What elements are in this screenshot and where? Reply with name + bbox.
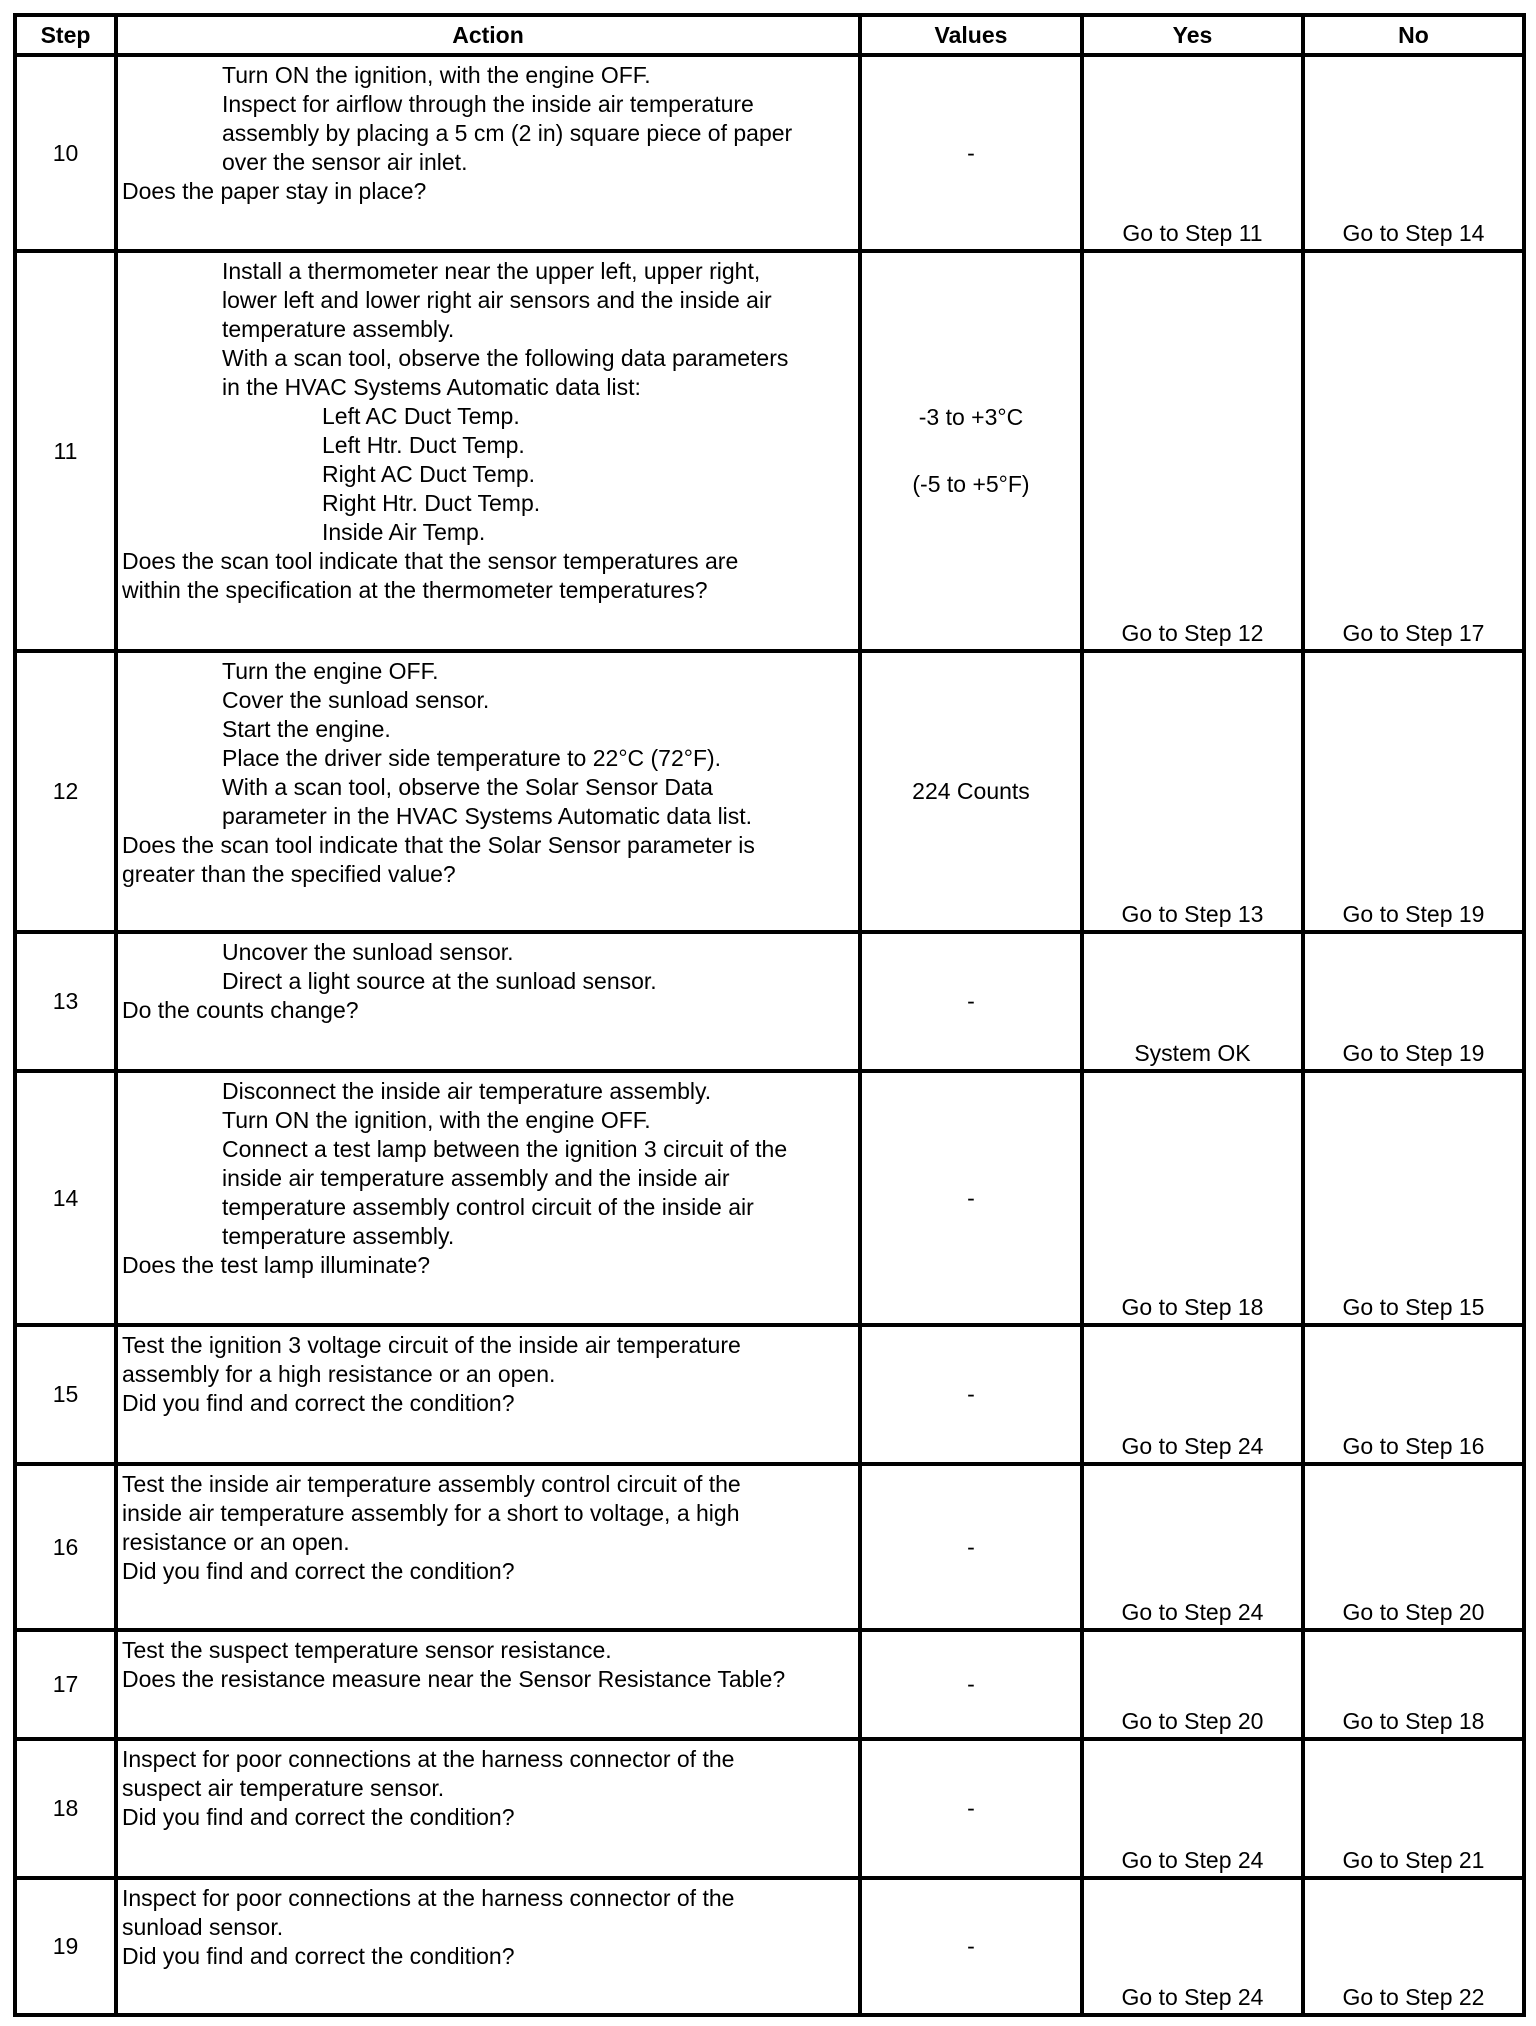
value-cell: - (860, 1325, 1082, 1464)
instruction-line: Turn ON the ignition, with the engine OFF. (222, 1107, 651, 1133)
instruction-line: temperature assembly. (222, 316, 455, 342)
action-cell (116, 251, 860, 651)
instruction-line: Inspect for airflow through the inside air temperature (222, 91, 754, 117)
yes-result: Go to Step 20 (1082, 1630, 1303, 1739)
instruction-line: inside air temperature assembly and the inside air (222, 1165, 730, 1191)
instruction-line: temperature assembly. (222, 1223, 455, 1249)
instruction-list (122, 257, 852, 402)
value-cell: - (860, 1630, 1082, 1739)
question-text: Do the counts change? (122, 997, 359, 1023)
step-number: 14 (15, 1071, 116, 1325)
yes-result: Go to Step 18 (1082, 1071, 1303, 1325)
step-number: 18 (15, 1739, 116, 1878)
action-cell (116, 55, 860, 251)
value-cell: - (860, 55, 1082, 251)
value-cell: - (860, 1739, 1082, 1878)
value-cell: - (860, 1464, 1082, 1630)
step-number: 12 (15, 651, 116, 932)
instruction-line: Start the engine. (222, 716, 391, 742)
header-action: Action (116, 15, 860, 55)
yes-result: Go to Step 13 (1082, 651, 1303, 932)
table-row (15, 1739, 1524, 1878)
table-row (15, 1325, 1524, 1464)
action-cell (116, 1071, 860, 1325)
instruction-list (122, 938, 852, 996)
value-line: -3 to +3°C (918, 404, 1024, 430)
no-result: Go to Step 20 (1303, 1464, 1524, 1630)
no-result: Go to Step 15 (1303, 1071, 1524, 1325)
question-text (122, 547, 852, 605)
instruction-list (122, 657, 852, 831)
instruction-line: in the HVAC Systems Automatic data list: (222, 374, 641, 400)
instruction-line: temperature assembly control circuit of the inside air (222, 1194, 754, 1220)
instruction-line: Inspect for poor connections at the harness connector of the (122, 1885, 735, 1911)
instruction-line: Direct a light source at the sunload sensor. (222, 968, 657, 994)
instruction-line: assembly for a high resistance or an open. (122, 1361, 556, 1387)
yes-result: Go to Step 24 (1082, 1739, 1303, 1878)
instruction-line: Place the driver side temperature to 22°C (72°F). (222, 745, 722, 771)
table-row (15, 1464, 1524, 1630)
question-text: Did you find and correct the condition? (122, 1943, 515, 1969)
step-number: 16 (15, 1464, 116, 1630)
question-line: greater than the specified value? (122, 861, 456, 887)
question-text: Does the test lamp illuminate? (122, 1252, 431, 1278)
action-cell (116, 1464, 860, 1630)
instruction-line: lower left and lower right air sensors and the inside air (222, 287, 772, 313)
parameter-list (122, 402, 852, 547)
instruction-line: sunload sensor. (122, 1914, 284, 1940)
question-text: Does the resistance measure near the Sensor Resistance Table? (122, 1666, 786, 1692)
yes-result: Go to Step 24 (1082, 1325, 1303, 1464)
parameter-item: Left Htr. Duct Temp. (322, 432, 525, 458)
question-text: Did you find and correct the condition? (122, 1558, 515, 1584)
value-cell: 224 Counts (860, 651, 1082, 932)
instruction-list (122, 1884, 852, 1942)
instruction-line: Turn ON the ignition, with the engine OFF. (222, 62, 651, 88)
instruction-line: Cover the sunload sensor. (222, 687, 490, 713)
instruction-line: over the sensor air inlet. (222, 149, 468, 175)
question-text: Does the paper stay in place? (122, 178, 427, 204)
instruction-line: Connect a test lamp between the ignition 3 circuit of the (222, 1136, 788, 1162)
yes-result: Go to Step 24 (1082, 1878, 1303, 2015)
instruction-list (122, 61, 852, 177)
header-values: Values (860, 15, 1082, 55)
value-cell: - (860, 1071, 1082, 1325)
value-line: (-5 to +5°F) (912, 471, 1030, 497)
instruction-line: suspect air temperature sensor. (122, 1775, 445, 1801)
yes-result: Go to Step 24 (1082, 1464, 1303, 1630)
question-text (122, 831, 852, 889)
action-cell (116, 1878, 860, 2015)
table-row (15, 1878, 1524, 2015)
no-result: Go to Step 16 (1303, 1325, 1524, 1464)
instruction-line: Disconnect the inside air temperature assembly. (222, 1078, 712, 1104)
question-line: within the specification at the thermometer temperatures? (122, 577, 708, 603)
table-row (15, 55, 1524, 251)
instruction-list (122, 1077, 852, 1251)
instruction-line: Turn the engine OFF. (222, 658, 439, 684)
parameter-item: Inside Air Temp. (322, 519, 486, 545)
parameter-item: Right AC Duct Temp. (322, 461, 536, 487)
action-cell (116, 1739, 860, 1878)
instruction-line: resistance or an open. (122, 1529, 350, 1555)
instruction-line: parameter in the HVAC Systems Automatic data list. (222, 803, 753, 829)
instruction-line: Inspect for poor connections at the harness connector of the (122, 1746, 735, 1772)
header-step: Step (15, 15, 116, 55)
step-number: 13 (15, 932, 116, 1071)
no-result: Go to Step 19 (1303, 651, 1524, 932)
diagnostic-table (13, 13, 1526, 2017)
parameter-item: Right Htr. Duct Temp. (322, 490, 541, 516)
table-header (15, 15, 1524, 55)
header-yes: Yes (1082, 15, 1303, 55)
instruction-line: Test the inside air temperature assembly control circuit of the (122, 1471, 741, 1497)
instruction-line: Uncover the sunload sensor. (222, 939, 514, 965)
table-row (15, 932, 1524, 1071)
question-line: Does the scan tool indicate that the Solar Sensor parameter is (122, 832, 755, 858)
action-cell (116, 651, 860, 932)
value-cell: - (860, 932, 1082, 1071)
instruction-line: Test the ignition 3 voltage circuit of the inside air temperature (122, 1332, 741, 1358)
table-row (15, 251, 1524, 651)
header-no: No (1303, 15, 1524, 55)
value-cell (860, 251, 1082, 651)
step-number: 19 (15, 1878, 116, 2015)
no-result: Go to Step 17 (1303, 251, 1524, 651)
table-row (15, 1630, 1524, 1739)
table-row (15, 1071, 1524, 1325)
question-line: Does the scan tool indicate that the sensor temperatures are (122, 548, 739, 574)
step-number: 10 (15, 55, 116, 251)
no-result: Go to Step 14 (1303, 55, 1524, 251)
no-result: Go to Step 19 (1303, 932, 1524, 1071)
instruction-line: With a scan tool, observe the Solar Sensor Data (222, 774, 713, 800)
instruction-list (122, 1470, 852, 1557)
instruction-list (122, 1331, 852, 1389)
action-cell (116, 932, 860, 1071)
table-row (15, 651, 1524, 932)
instruction-line: Install a thermometer near the upper left, upper right, (222, 258, 761, 284)
parameter-item: Left AC Duct Temp. (322, 403, 520, 429)
action-cell (116, 1630, 860, 1739)
table-body (15, 55, 1524, 2015)
instruction-line: assembly by placing a 5 cm (2 in) square piece of paper (222, 120, 793, 146)
yes-result: Go to Step 11 (1082, 55, 1303, 251)
instruction-line: inside air temperature assembly for a short to voltage, a high (122, 1500, 740, 1526)
no-result: Go to Step 22 (1303, 1878, 1524, 2015)
step-number: 15 (15, 1325, 116, 1464)
instruction-list (122, 1636, 852, 1665)
instruction-line: Test the suspect temperature sensor resistance. (122, 1637, 612, 1663)
step-number: 11 (15, 251, 116, 651)
no-result: Go to Step 18 (1303, 1630, 1524, 1739)
step-number: 17 (15, 1630, 116, 1739)
question-text: Did you find and correct the condition? (122, 1804, 515, 1830)
value-cell: - (860, 1878, 1082, 2015)
question-text: Did you find and correct the condition? (122, 1390, 515, 1416)
no-result: Go to Step 21 (1303, 1739, 1524, 1878)
yes-result: System OK (1082, 932, 1303, 1071)
action-cell (116, 1325, 860, 1464)
instruction-line: With a scan tool, observe the following data parameters (222, 345, 789, 371)
yes-result: Go to Step 12 (1082, 251, 1303, 651)
instruction-list (122, 1745, 852, 1803)
